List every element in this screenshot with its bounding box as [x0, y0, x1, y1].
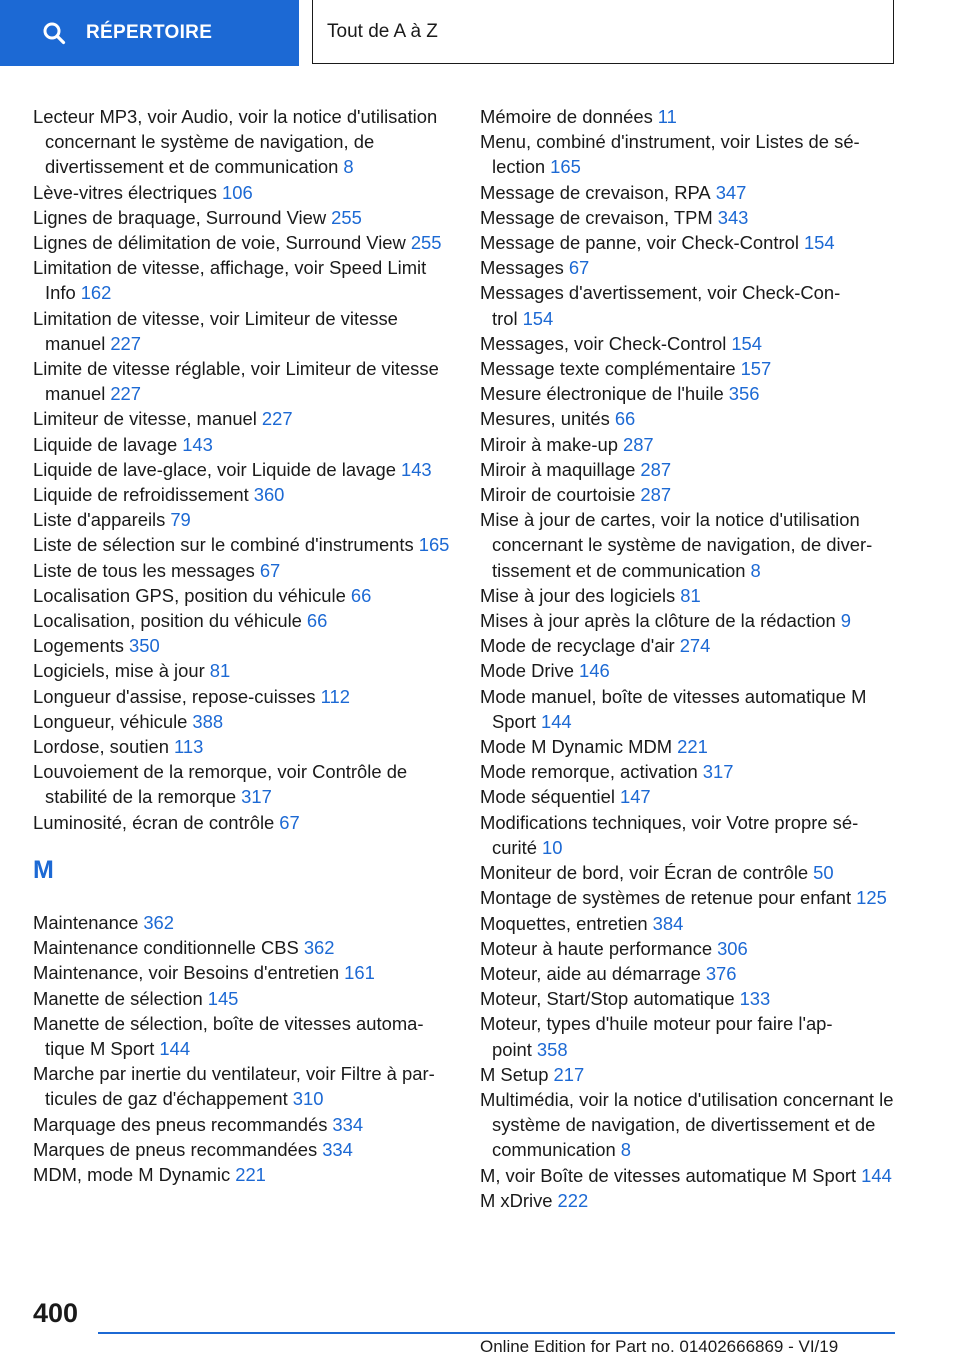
top-navigation: [0, 0, 960, 66]
page-number: 400: [33, 1298, 79, 1328]
page-reference-link[interactable]: 143: [400, 458, 432, 480]
index-entry: [33, 457, 453, 482]
index-entry: [33, 306, 453, 356]
page-reference-link[interactable]: 157: [740, 358, 772, 380]
index-entry: [33, 1162, 453, 1187]
index-column-left: [33, 104, 453, 1187]
page-reference-link[interactable]: 81: [209, 660, 231, 682]
index-entry: [33, 104, 453, 180]
page-reference-link[interactable]: 227: [110, 383, 142, 405]
entry-text: Manette de sélection, boîte de vitesses automatique M Sport: [33, 1012, 424, 1059]
index-entry: [33, 810, 453, 835]
entry-text: Limite de vitesse réglable, voir Limiteur de vitesse manuel: [33, 358, 439, 405]
entry-text: Messages, voir Check-Control: [480, 332, 727, 354]
entry-text: Miroir de courtoisie: [480, 484, 636, 506]
entry-text: Mesure électronique de l'huile: [480, 383, 724, 405]
section-letter: M: [33, 855, 54, 884]
index-entry: [480, 860, 895, 885]
index-entry: [33, 432, 453, 457]
index-entry: [33, 633, 453, 658]
index-entry: [480, 784, 895, 809]
index-entry: [33, 709, 453, 734]
page-reference-link[interactable]: 334: [322, 1138, 353, 1160]
index-entry: [33, 482, 453, 507]
page-reference-link[interactable]: 360: [253, 484, 285, 506]
page-reference-link[interactable]: 10: [541, 836, 563, 858]
page-reference-link[interactable]: 144: [540, 710, 572, 732]
page-reference-link[interactable]: 154: [803, 232, 835, 254]
entry-text: Moniteur de bord, voir Écran de contrôle: [480, 862, 809, 884]
page-reference-link[interactable]: 221: [677, 736, 708, 758]
az-tab-label: Tout de A à Z: [327, 20, 438, 42]
index-entry: [33, 1061, 453, 1111]
entry-text: Longueur, véhicule: [33, 710, 188, 732]
index-entry: [33, 230, 453, 255]
page-reference-link[interactable]: 343: [717, 206, 749, 228]
page-reference-link[interactable]: 50: [813, 862, 834, 884]
page-reference-link[interactable]: 388: [192, 710, 224, 732]
index-entry: [480, 104, 895, 129]
entry-text: Liquide de lavage: [33, 433, 178, 455]
entry-text: Liste de sélection sur le combiné d'instruments: [33, 534, 414, 556]
page-reference-link[interactable]: 67: [259, 559, 281, 581]
index-entry: [480, 457, 895, 482]
entry-text: Message texte complémentaire: [480, 358, 736, 380]
index-entry: [480, 1163, 895, 1188]
page-reference-link[interactable]: 347: [715, 181, 747, 203]
entry-text: Marquage des pneus recommandés: [33, 1113, 328, 1135]
entry-text: Lecteur MP3, voir Audio, voir la notice d'utilisation concernant le système de navigation, de divertissement et de communication: [33, 106, 438, 178]
index-entry: [33, 532, 453, 557]
page-reference-link[interactable]: 146: [579, 660, 610, 682]
page-reference-link[interactable]: 287: [640, 458, 672, 480]
entry-text: Luminosité, écran de contrôle: [33, 811, 275, 833]
index-tab[interactable]: [0, 0, 299, 66]
page-reference-link[interactable]: 154: [731, 332, 763, 354]
page-reference-link[interactable]: 165: [418, 534, 450, 556]
index-entry: [480, 1062, 895, 1087]
entry-text: Marques de pneus recommandées: [33, 1138, 318, 1160]
entry-text: Mise à jour des logiciels: [480, 584, 676, 606]
page-reference-link[interactable]: 362: [303, 937, 335, 959]
entry-text: M xDrive: [480, 1189, 553, 1211]
az-tab[interactable]: [312, 0, 894, 64]
entry-text: Message de crevaison, RPA: [480, 181, 711, 203]
entry-text: Localisation GPS, position du véhicule: [33, 584, 346, 606]
page-reference-link[interactable]: 162: [80, 282, 112, 304]
page-reference-link[interactable]: 11: [657, 106, 677, 127]
entry-text: Modifications techniques, voir Votre propre sécurité: [480, 811, 859, 858]
page-reference-link[interactable]: 143: [182, 433, 213, 455]
entry-text: Message de panne, voir Check-Control: [480, 232, 799, 254]
page-reference-link[interactable]: 274: [679, 635, 711, 657]
index-entry: [480, 658, 895, 683]
page-reference-link[interactable]: 112: [320, 685, 350, 707]
entry-text: Moteur, aide au démarrage: [480, 962, 701, 984]
index-list-m-continued: [480, 104, 895, 1213]
index-entry: [480, 205, 895, 230]
page-reference-link[interactable]: 79: [170, 509, 191, 531]
footer-divider: [98, 1332, 895, 1334]
index-entry: [33, 734, 453, 759]
entry-text: Message de crevaison, TPM: [480, 206, 713, 228]
index-entry: [33, 356, 453, 406]
edition-footer: Online Edition for Part no. 01402666869 - VI/19: [480, 1337, 839, 1356]
index-list-m: [33, 910, 453, 1187]
entry-text: Moteur, Start/Stop automatique: [480, 988, 735, 1010]
entry-text: Messages: [480, 257, 564, 279]
entry-text: Miroir à maquillage: [480, 458, 636, 480]
page-reference-link[interactable]: 8: [343, 156, 354, 178]
page-reference-link[interactable]: 66: [350, 584, 372, 606]
entry-text: Moteur à haute performance: [480, 937, 713, 959]
page-reference-link[interactable]: 8: [620, 1139, 631, 1161]
page-reference-link[interactable]: 255: [410, 232, 442, 254]
page-reference-link[interactable]: 310: [292, 1088, 324, 1110]
entry-text: Limiteur de vitesse, manuel: [33, 408, 257, 430]
index-entry: [33, 558, 453, 583]
page-reference-link[interactable]: 145: [207, 987, 239, 1009]
page-reference-link[interactable]: 317: [241, 786, 272, 808]
page-reference-link[interactable]: 362: [143, 911, 174, 933]
page-reference-link[interactable]: 106: [222, 181, 253, 203]
index-entry: [33, 1112, 453, 1137]
entry-text: Localisation, position du véhicule: [33, 610, 302, 632]
page-reference-link[interactable]: 147: [619, 786, 651, 808]
page-reference-link[interactable]: 161: [344, 962, 375, 984]
entry-text: Mesures, unités: [480, 408, 610, 430]
index-entry: [33, 684, 453, 709]
page-reference-link[interactable]: 221: [235, 1163, 266, 1185]
page-reference-link[interactable]: 358: [536, 1038, 568, 1060]
index-list-l: [33, 104, 453, 835]
index-entry: [480, 432, 895, 457]
page-reference-link[interactable]: 356: [728, 383, 760, 405]
page-reference-link[interactable]: 66: [306, 610, 328, 632]
entry-text: Logiciels, mise à jour: [33, 660, 205, 682]
entry-text: Lève-vitres électriques: [33, 181, 217, 203]
entry-text: Menu, combiné d'instrument, voir Listes de sélection: [480, 131, 860, 178]
page-reference-link[interactable]: 144: [861, 1164, 892, 1186]
index-entry: [33, 255, 453, 305]
index-entry: [33, 935, 453, 960]
index-entry: [33, 759, 453, 809]
entry-text: Miroir à make-up: [480, 433, 618, 455]
entry-text: Messages d'avertissement, voir Check-Control: [480, 282, 841, 329]
index-entry: [33, 180, 453, 205]
entry-text: M Setup: [480, 1063, 549, 1085]
index-entry: [480, 280, 895, 330]
entry-text: Moquettes, entretien: [480, 912, 648, 934]
index-entry: [33, 406, 453, 431]
entry-text: Mémoire de données: [480, 106, 653, 127]
index-entry: [33, 608, 453, 633]
index-entry: [33, 658, 453, 683]
index-entry: [480, 1011, 895, 1061]
index-entry: [33, 1137, 453, 1162]
entry-text: Louvoiement de la remorque, voir Contrôle de stabilité de la remorque: [33, 761, 408, 808]
index-entry: [480, 759, 895, 784]
page-reference-link[interactable]: 227: [110, 332, 142, 354]
index-entry: [480, 406, 895, 431]
index-entry: [480, 1188, 895, 1213]
page-reference-link[interactable]: 133: [739, 988, 771, 1010]
page-reference-link[interactable]: 255: [331, 206, 362, 228]
index-entry: [480, 810, 895, 860]
page-reference-link[interactable]: 67: [568, 257, 590, 279]
index-entry: [480, 911, 895, 936]
page-reference-link[interactable]: 287: [622, 433, 654, 455]
entry-text: Mode M Dynamic MDM: [480, 736, 673, 758]
index-entry: [480, 986, 895, 1011]
index-entry: [480, 1087, 895, 1163]
index-entry: [480, 936, 895, 961]
entry-text: Liquide de refroidissement: [33, 484, 249, 506]
entry-text: Mise à jour de cartes, voir la notice d'utilisation concernant le système de navigation, de divertissement et de communication: [480, 509, 873, 581]
entry-text: Liquide de lave-glace, voir Liquide de lavage: [33, 458, 396, 480]
page-reference-link[interactable]: 306: [717, 937, 748, 959]
page-reference-link[interactable]: 217: [553, 1063, 585, 1085]
page-reference-link[interactable]: 165: [550, 156, 581, 178]
index-entry: [480, 583, 895, 608]
page-reference-link[interactable]: 227: [261, 408, 293, 430]
index-entry: [480, 608, 895, 633]
index-entry: [480, 507, 895, 583]
entry-text: Lordose, soutien: [33, 736, 169, 758]
page-reference-link[interactable]: 144: [159, 1037, 191, 1059]
entry-text: Limitation de vitesse, voir Limiteur de vitesse manuel: [33, 307, 398, 354]
index-entry: [480, 331, 895, 356]
entry-text: Mode de recyclage d'air: [480, 635, 675, 657]
entry-text: Lignes de braquage, Surround View: [33, 206, 327, 228]
entry-text: Mode manuel, boîte de vitesses automatique M Sport: [480, 685, 867, 732]
index-entry: [33, 1011, 453, 1061]
page-reference-link[interactable]: 287: [640, 484, 672, 506]
index-entry: [33, 507, 453, 532]
entry-text: Mode Drive: [480, 660, 575, 682]
index-entry: [480, 230, 895, 255]
page-reference-link[interactable]: 113: [173, 736, 204, 758]
index-entry: [33, 910, 453, 935]
entry-text: M, voir Boîte de vitesses automatique M Sport: [480, 1164, 857, 1186]
entry-text: Maintenance conditionnelle CBS: [33, 937, 299, 959]
index-entry: [480, 255, 895, 280]
index-entry: [480, 129, 895, 179]
entry-text: Longueur d'assise, repose-cuisses: [33, 685, 316, 707]
index-entry: [33, 583, 453, 608]
entry-text: Multimédia, voir la notice d'utilisation concernant le système de navigation, de divertissement et de communication: [480, 1088, 894, 1161]
entry-text: Moteur, types d'huile moteur pour faire l'appoint: [480, 1013, 833, 1060]
index-entry: [33, 960, 453, 985]
page-reference-link[interactable]: 334: [332, 1113, 364, 1135]
page-reference-link[interactable]: 66: [614, 408, 636, 430]
page-reference-link[interactable]: 8: [750, 559, 761, 581]
index-entry: [480, 381, 895, 406]
entry-text: Mises à jour après la clôture de la rédaction: [480, 610, 836, 632]
entry-text: Maintenance: [33, 911, 139, 933]
index-entry: [480, 356, 895, 381]
page-reference-link[interactable]: 350: [129, 635, 160, 657]
entry-text: Mode remorque, activation: [480, 761, 698, 783]
page-reference-link[interactable]: 376: [705, 962, 737, 984]
page-reference-link[interactable]: 67: [279, 811, 300, 833]
entry-text: Maintenance, voir Besoins d'entretien: [33, 962, 340, 984]
index-entry: [480, 961, 895, 986]
entry-text: Liste de tous les messages: [33, 559, 255, 581]
index-entry: [480, 482, 895, 507]
index-tab-label: RÉPERTOIRE: [86, 22, 213, 43]
page-reference-link[interactable]: 384: [652, 912, 684, 934]
index-entry: [480, 633, 895, 658]
entry-text: Limitation de vitesse, affichage, voir Speed Limit Info: [33, 257, 427, 304]
entry-text: MDM, mode M Dynamic: [33, 1163, 231, 1185]
entry-text: Lignes de délimitation de voie, Surround View: [33, 232, 406, 254]
entry-text: Mode séquentiel: [480, 786, 615, 808]
index-entry: [33, 205, 453, 230]
index-entry: [480, 734, 895, 759]
page-reference-link[interactable]: 9: [840, 610, 851, 632]
page-reference-link[interactable]: 222: [557, 1189, 589, 1211]
index-entry: [480, 885, 895, 910]
page-reference-link[interactable]: 317: [702, 761, 734, 783]
page-reference-link[interactable]: 81: [680, 584, 701, 606]
index-column-right: [480, 104, 895, 1213]
search-icon: [42, 21, 66, 45]
index-entry: [480, 180, 895, 205]
index-entry: [33, 986, 453, 1011]
page-reference-link[interactable]: 154: [522, 307, 554, 329]
entry-text: Montage de systèmes de retenue pour enfant: [480, 887, 852, 909]
entry-text: Manette de sélection: [33, 987, 203, 1009]
index-entry: [480, 684, 895, 734]
entry-text: Logements: [33, 635, 124, 657]
entry-text: Liste d'appareils: [33, 509, 166, 531]
page-reference-link[interactable]: 125: [856, 887, 887, 909]
entry-text: Marche par inertie du ventilateur, voir Filtre à particules de gaz d'échappement: [33, 1063, 435, 1110]
